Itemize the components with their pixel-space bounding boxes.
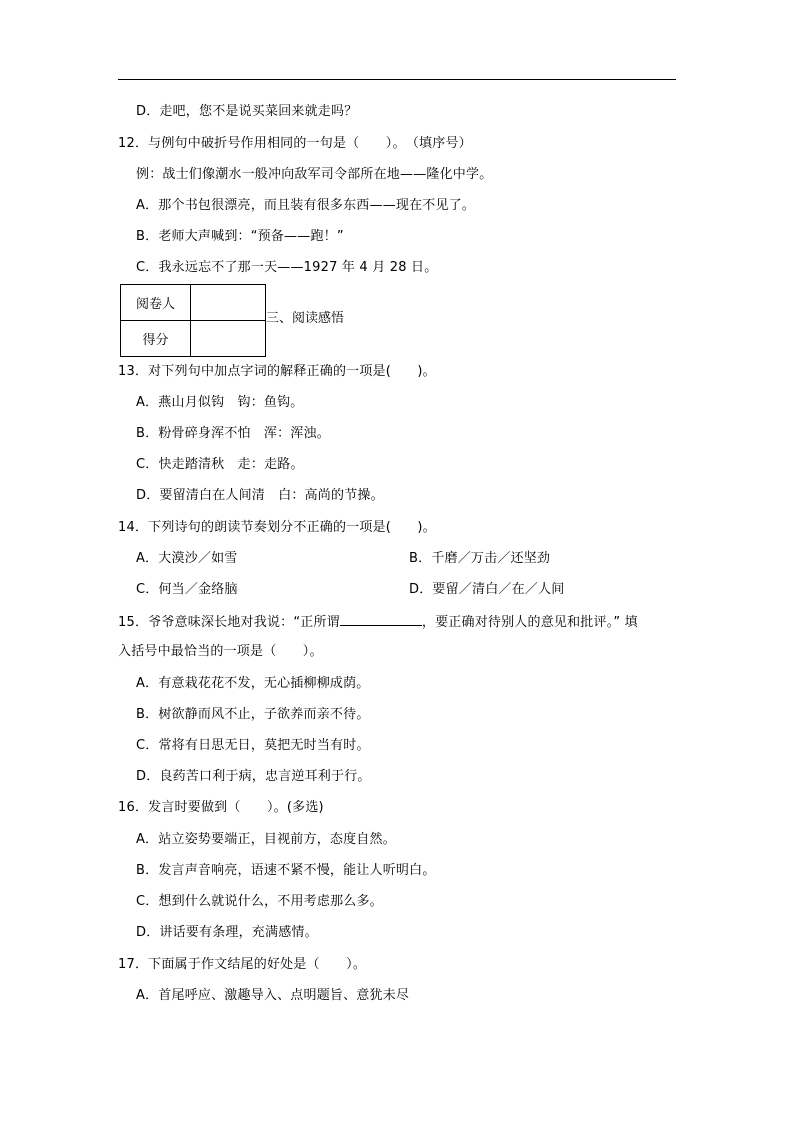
score-field[interactable] [191,321,266,357]
q13-option-b: B．粉骨碎身浑不怕 浑：浑浊。 [136,426,330,441]
score-row-grader [121,285,266,321]
q16-option-b: B．发言声音响亮，语速不紧不慢，能让人听明白。 [136,863,436,878]
section-title: 三、阅读感悟 [266,311,345,326]
q14-option-a: A．大漠沙／如雪 [136,551,238,566]
q17-stem: 17．下面属于作文结尾的好处是（ ）。 [118,957,367,972]
q13-option-d: D．要留清白在人间清 白：高尚的节操。 [136,488,384,503]
score-row-score [121,321,266,357]
q15-option-b: B．树欲静而风不止，子欲养而亲不待。 [136,707,370,722]
q12-option-b: B．老师大声喊到：“预备——跑！” [136,229,344,244]
q15-fill-blank [340,613,422,626]
q13-option-a: A．燕山月似钩 钩：鱼钩。 [136,395,304,410]
q13-stem: 13．对下列句中加点字词的解释正确的一项是( )。 [118,364,436,379]
q16-option-c: C．想到什么就说什么，不用考虑那么多。 [136,894,383,909]
q15-stem-before: 15．爷爷意味深长地对我说：“正所谓 [118,615,340,630]
q14-stem: 14．下列诗句的朗读节奏划分不正确的一项是( )。 [118,520,436,535]
q15-stem-line2: 入括号中最恰当的一项是（ ）。 [118,644,323,659]
q15-stem-after: ，要正确对待别人的意见和批评。” 填 [421,615,638,630]
score-label: 得分 [121,321,191,357]
q13-option-c: C．快走踏清秋 走：走路。 [136,457,304,472]
q15-option-c: C．常将有日思无日，莫把无时当有时。 [136,738,370,753]
q16-option-d: D．讲话要有条理，充满感情。 [136,925,318,940]
q15-option-a: A．有意栽花花不发，无心插柳柳成荫。 [136,676,370,691]
q11-option-d: D．走吧，您不是说买菜回来就走吗？ [136,104,358,119]
grader-label: 阅卷人 [121,285,191,321]
q12-option-c: C．我永远忘不了那一天——1927 年 4 月 28 日。 [136,260,438,275]
q16-option-a: A．站立姿势要端正，目视前方，态度自然。 [136,832,396,847]
q17-option-a: A．首尾呼应、激趣导入、点明题旨、意犹未尽 [136,988,410,1003]
grader-field[interactable] [191,285,266,321]
q14-option-c: C．何当／金络脑 [136,582,238,597]
q15-stem [118,613,638,631]
q16-stem: 16．发言时要做到（ ）。(多选) [118,800,324,815]
header-rule [118,79,676,80]
q14-option-b: B．千磨／万击／还坚劲 [409,551,551,566]
q14-option-d: D．要留／清白／在／人间 [409,582,565,597]
q12-example: 例：战士们像潮水一般冲向敌军司令部所在地——隆化中学。 [136,167,493,182]
q15-option-d: D．良药苦口利于病，忠言逆耳利于行。 [136,769,371,784]
q12-stem: 12．与例句中破折号作用相同的一句是（ ）。 （填序号） [118,136,472,151]
q12-option-a: A．那个书包很漂亮，而且装有很多东西——现在不见了。 [136,198,476,213]
score-table [120,284,266,357]
